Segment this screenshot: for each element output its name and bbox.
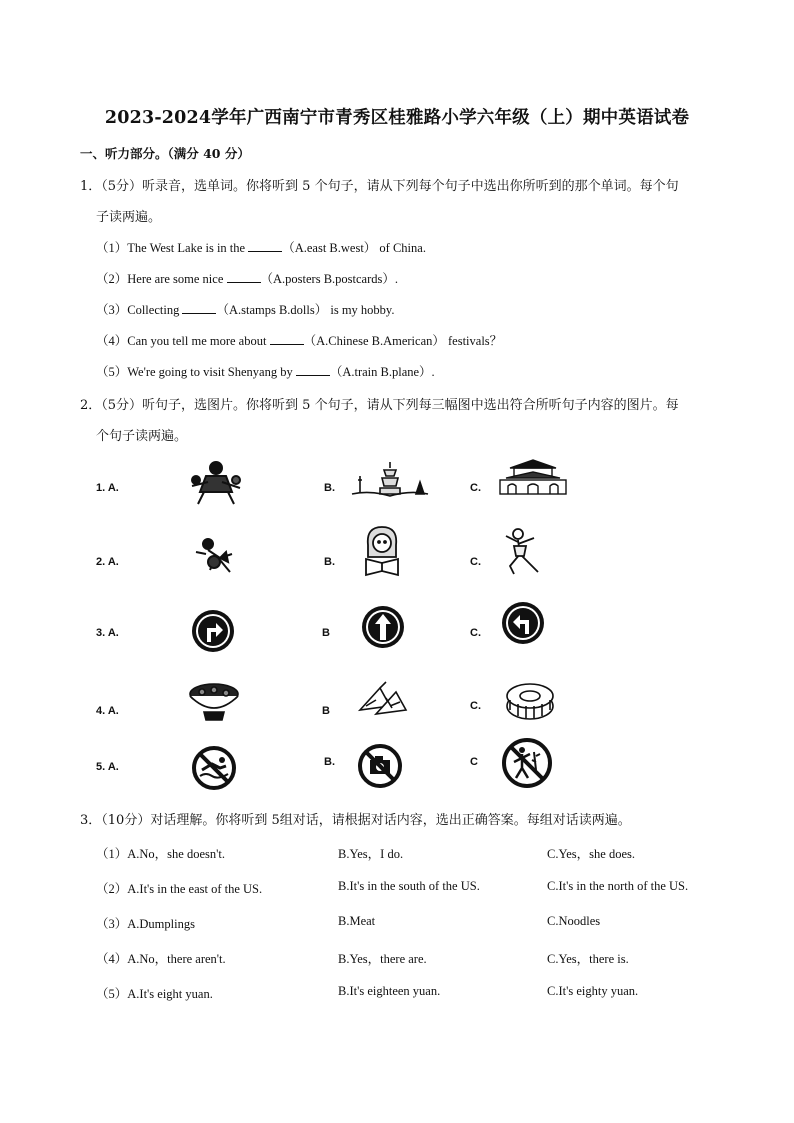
q2-row5-label-b: B. bbox=[324, 756, 335, 768]
q1-item-5: （5）We're going to visit Shenyang by （A.train B.plane）. bbox=[96, 365, 435, 379]
q1-item-2: （2）Here are some nice （A.posters B.postcards）. bbox=[96, 272, 398, 286]
q2-row2-label-a: 2. A. bbox=[96, 556, 119, 568]
q2-instruction-cont: 个句子读两遍。 bbox=[96, 429, 188, 444]
answer-blank[interactable] bbox=[182, 302, 216, 314]
tiananmen-gate-icon bbox=[496, 458, 570, 498]
mooncake-icon bbox=[504, 680, 556, 722]
q3-item-3-option-b[interactable]: B.Meat bbox=[338, 914, 376, 928]
answer-blank[interactable] bbox=[227, 271, 261, 283]
answer-blank[interactable] bbox=[296, 364, 330, 376]
q3-item-2-option-a[interactable]: （2）A.It's in the east of the US. bbox=[96, 882, 263, 896]
q3-item-2-option-c[interactable]: C.It's in the north of the US. bbox=[547, 879, 689, 893]
girl-reading-icon bbox=[360, 523, 404, 577]
q2-row4-label-a: 4. A. bbox=[96, 705, 119, 717]
q2-row3-label-a: 3. A. bbox=[96, 627, 119, 639]
q3-item-3-option-a[interactable]: （3）A.Dumplings bbox=[96, 917, 195, 931]
q3-instruction: 3．（10分）对话理解。你将听到 5组对话，请根据对话内容，选出正确答案。每组对话读两遍。 bbox=[80, 813, 631, 828]
q2-row5-label-a: 5. A. bbox=[96, 761, 119, 773]
q2-row1-label-a: 1. A. bbox=[96, 482, 119, 494]
q3-item-4-option-a[interactable]: （4）A.No，there aren't. bbox=[96, 952, 226, 966]
q2-row1-label-b: B. bbox=[324, 482, 335, 494]
q2-row2-label-b: B. bbox=[324, 556, 335, 568]
page-title: 2023-2024学年广西南宁市青秀区桂雅路小学六年级（上）期中英语试卷 bbox=[104, 108, 690, 128]
q1-instruction-cont: 子读两遍。 bbox=[96, 210, 162, 225]
q1-instruction: 1．（5分）听录音，选单词。你将听到 5 个句子，请从下列每个句子中选出你所听到的那个单词。每个句 bbox=[80, 179, 679, 194]
q3-item-2-option-b[interactable]: B.It's in the south of the US. bbox=[338, 879, 480, 893]
answer-blank[interactable] bbox=[270, 333, 304, 345]
no-photos-sign-icon bbox=[356, 742, 404, 790]
dumplings-bowl-icon bbox=[186, 680, 242, 724]
q3-item-5-option-c[interactable]: C.It's eighty yuan. bbox=[547, 984, 639, 998]
no-swimming-sign-icon bbox=[190, 744, 238, 792]
q2-instruction: 2．（5分）听句子，选图片。你将听到 5 个句子，请从下列每三幅图中选出符合所听句子内容的图片。每 bbox=[80, 398, 679, 413]
q2-row4-label-c: C. bbox=[470, 700, 481, 712]
q1-item-4: （4）Can you tell me more about （A.Chinese B.American） festivals？ bbox=[96, 334, 503, 348]
q1-item-3: （3）Collecting （A.stamps B.dolls） is my hobby. bbox=[96, 303, 395, 317]
turn-right-sign-icon bbox=[190, 608, 236, 654]
q1-item-1: （1）The West Lake is in the （A.east B.west） of China. bbox=[96, 241, 426, 255]
q3-item-1-option-a[interactable]: （1）A.No，she doesn't. bbox=[96, 847, 225, 861]
turn-left-sign-icon bbox=[500, 600, 546, 646]
q2-row5-label-c: C bbox=[470, 756, 478, 768]
q3-item-4-option-c[interactable]: C.Yes，there is. bbox=[547, 952, 629, 966]
no-picking-sign-icon bbox=[500, 736, 554, 790]
q3-item-4-option-b[interactable]: B.Yes，there are. bbox=[338, 952, 427, 966]
go-straight-sign-icon bbox=[360, 604, 406, 650]
q2-row3-label-c: C. bbox=[470, 627, 481, 639]
people-scene-icon bbox=[186, 458, 244, 506]
q3-item-1-option-b[interactable]: B.Yes，I do. bbox=[338, 847, 404, 861]
pagoda-lake-icon bbox=[350, 460, 430, 500]
q3-item-1-option-c[interactable]: C.Yes，she does. bbox=[547, 847, 635, 861]
section-heading-listening: 一、听力部分。（满分 40 分） bbox=[80, 146, 250, 161]
q2-row4-label-b: B bbox=[322, 705, 330, 717]
q3-item-5-option-a[interactable]: （5）A.It's eight yuan. bbox=[96, 987, 213, 1001]
rice-dumpling-icon bbox=[356, 680, 410, 720]
answer-blank[interactable] bbox=[248, 240, 282, 252]
q3-item-5-option-b[interactable]: B.It's eighteen yuan. bbox=[338, 984, 441, 998]
q2-row1-label-c: C. bbox=[470, 482, 481, 494]
q2-row3-label-b: B bbox=[322, 627, 330, 639]
kungfu-person-icon bbox=[500, 526, 544, 578]
q2-row2-label-c: C. bbox=[470, 556, 481, 568]
q3-item-3-option-c[interactable]: C.Noodles bbox=[547, 914, 601, 928]
dancing-person-icon bbox=[190, 532, 240, 576]
